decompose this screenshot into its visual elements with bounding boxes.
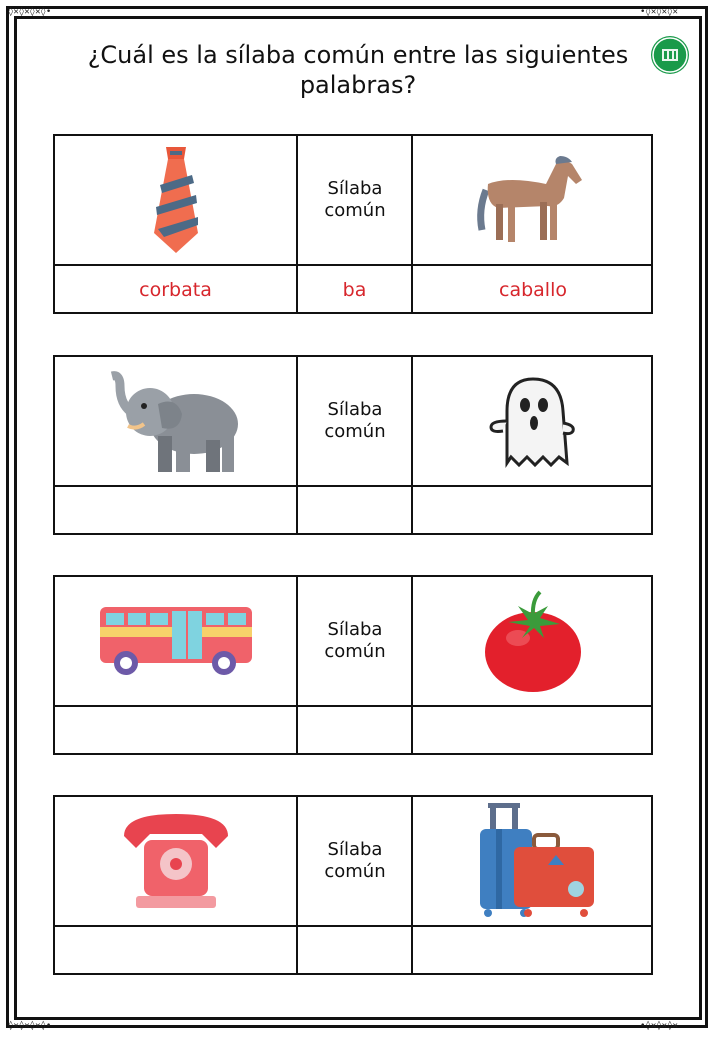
logo-badge <box>651 36 689 74</box>
word-answer[interactable] <box>413 707 653 755</box>
horse-icon <box>413 136 653 264</box>
corner-ornament: •◊✕◊✕◊✕ <box>640 1021 678 1031</box>
exercise-card <box>53 575 653 755</box>
exercise-card <box>53 795 653 975</box>
word-answer[interactable] <box>55 707 296 755</box>
exercise-card <box>53 134 653 314</box>
corner-ornament: ◊✕◊✕◊✕◊• <box>8 1021 52 1031</box>
exercise-card <box>53 355 653 535</box>
word-answer: caballo <box>499 279 567 301</box>
word-answer[interactable] <box>55 927 296 975</box>
word-answer[interactable] <box>55 487 296 535</box>
word-answer: corbata <box>139 279 212 301</box>
syllable-answer[interactable]: ba <box>342 279 367 301</box>
corner-ornament: ◊✕◊✕◊✕◊• <box>8 7 52 17</box>
common-syllable-label: Sílaba común <box>324 399 386 442</box>
page-title: ¿Cuál es la sílaba común entre las siguientes palabras? <box>87 41 629 99</box>
ghost-icon <box>413 357 653 485</box>
tomato-icon <box>413 577 653 705</box>
telephone-icon <box>55 797 296 925</box>
common-syllable-label: Sílaba común <box>324 619 386 662</box>
elephant-icon <box>55 357 296 485</box>
syllable-answer[interactable] <box>298 707 411 755</box>
necktie-icon <box>55 136 296 264</box>
suitcases-icon <box>413 797 653 925</box>
corner-ornament: •◊✕◊✕◊✕ <box>640 7 678 17</box>
bus-icon <box>55 577 296 705</box>
word-answer[interactable] <box>413 927 653 975</box>
syllable-answer[interactable] <box>298 927 411 975</box>
common-syllable-label: Sílaba común <box>324 178 386 221</box>
word-answer[interactable] <box>413 487 653 535</box>
common-syllable-label: Sílaba común <box>324 839 386 882</box>
syllable-answer[interactable] <box>298 487 411 535</box>
